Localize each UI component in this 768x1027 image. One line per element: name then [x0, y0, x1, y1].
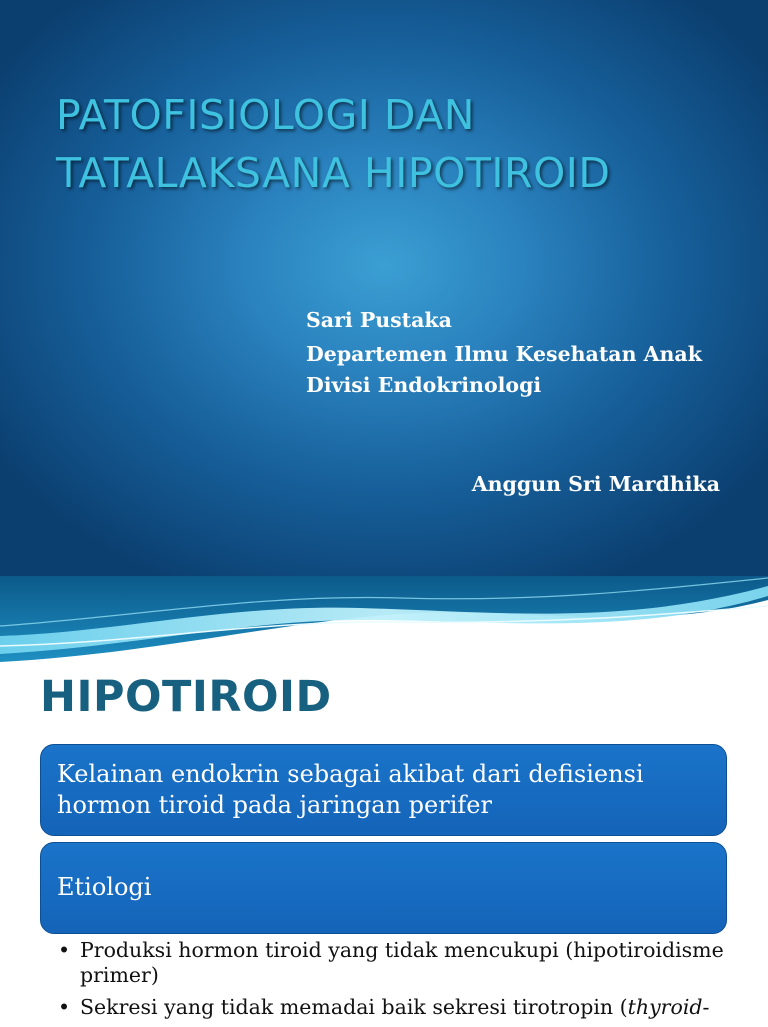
list-item-text: Produksi hormon tiroid yang tidak mencukupi (hipotiroidisme primer)	[80, 938, 724, 987]
subtitle-line-3: Divisi Endokrinologi	[306, 373, 542, 397]
list-item-italic-text: thyroid-	[627, 995, 710, 1019]
definition-box: Kelainan endokrin sebagai akibat dari defisiensi hormon tiroid pada jaringan perifer	[40, 744, 727, 836]
list-item	[58, 938, 748, 988]
title-line-1: PATOFISIOLOGI DAN	[56, 91, 475, 139]
slide-heading: HIPOTIROID	[40, 672, 332, 722]
subtitle-line-1: Sari Pustaka	[306, 308, 452, 332]
etiology-list	[58, 938, 748, 1027]
title-line-2: TATALAKSANA HIPOTIROID	[56, 149, 611, 197]
etiology-box: Etiologi	[40, 842, 727, 934]
presentation-title	[56, 86, 736, 202]
list-item-text: Sekresi yang tidak memadai baik sekresi tirotropin (	[80, 995, 628, 1019]
subtitle-line-2: Departemen Ilmu Kesehatan Anak	[306, 342, 702, 366]
list-item	[58, 995, 748, 1020]
content-slide	[0, 576, 768, 1024]
author-name: Anggun Sri Mardhika	[471, 472, 720, 496]
subtitle-block	[306, 303, 746, 401]
